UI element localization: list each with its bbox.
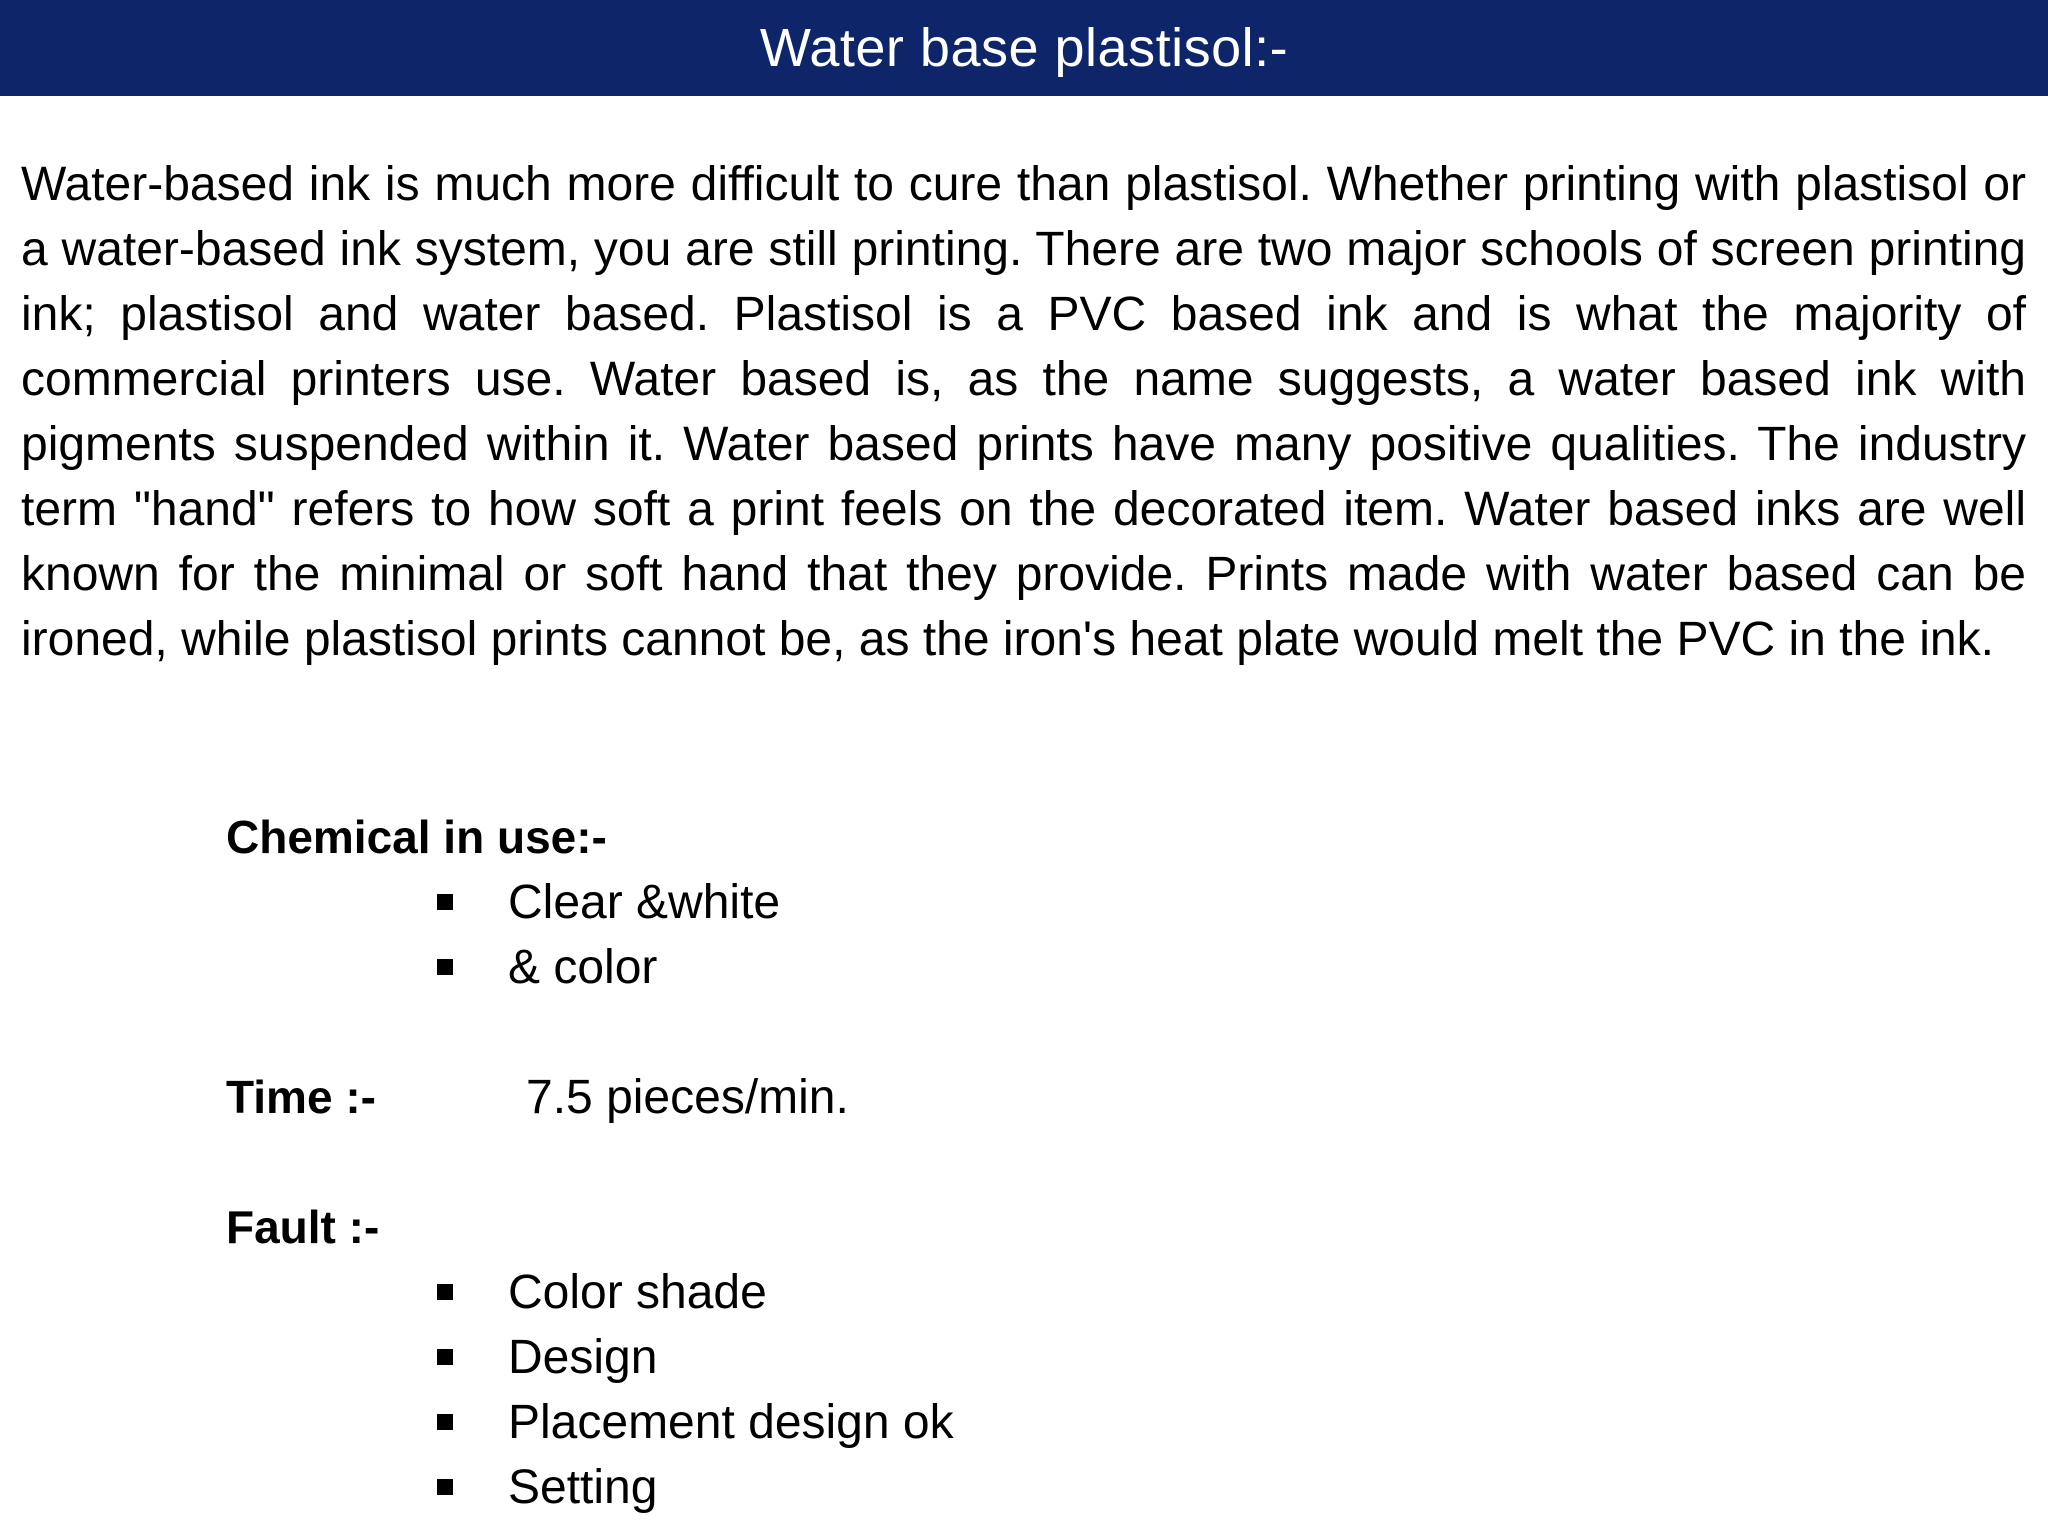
time-value: 7.5 pieces/min. <box>526 1071 849 1124</box>
square-bullet-icon <box>437 1479 453 1495</box>
chemical-item-text: Clear &white <box>508 876 781 929</box>
fault-item-text: Placement design ok <box>508 1396 954 1449</box>
square-bullet-icon <box>437 1414 453 1430</box>
fault-item-text: Design <box>508 1331 658 1384</box>
fault-list-item <box>0 1455 2048 1520</box>
fault-item-text: Color shade <box>508 1266 767 1319</box>
chemical-in-use-heading: Chemical in use:- <box>226 811 607 863</box>
slide-title: Water base plastisol:- <box>759 18 1289 78</box>
fault-list-item <box>0 1390 2048 1455</box>
fault-item-text: Setting <box>508 1461 658 1514</box>
square-bullet-icon <box>437 1284 453 1300</box>
square-bullet-icon <box>437 894 453 910</box>
fault-heading: Fault :- <box>226 1201 380 1253</box>
fault-list-item <box>0 1325 2048 1390</box>
slide-title-bar <box>0 0 2048 96</box>
chemical-item-text: & color <box>508 941 658 994</box>
chemical-list-item <box>0 935 2048 1000</box>
chemical-list-item <box>0 870 2048 935</box>
fault-list-item <box>0 1260 2048 1325</box>
square-bullet-icon <box>437 1349 453 1365</box>
body-paragraph: Water-based ink is much more difficult to cure than plastisol. Whether printing with plastisol or a water-based ink system, you are still printing. There are two major schools of screen printing ink; plastisol and water based. Plastisol is a PVC based ink and is what the majority of commercial printers use. Water based is, as the name suggests, a water based ink with pigments suspended within it. Water based prints have many positive qualities. The industry term "hand" refers to how soft a print feels on the decorated item. Water based inks are well known for the minimal or soft hand that they provide. Prints made with water based can be ironed, while plastisol prints cannot be, as the iron's heat plate would melt the PVC in the ink. <box>21 158 2026 666</box>
time-heading: Time :- <box>226 1071 376 1123</box>
fault-list <box>0 1260 2048 1520</box>
chemical-list <box>0 870 2048 1000</box>
square-bullet-icon <box>437 959 453 975</box>
